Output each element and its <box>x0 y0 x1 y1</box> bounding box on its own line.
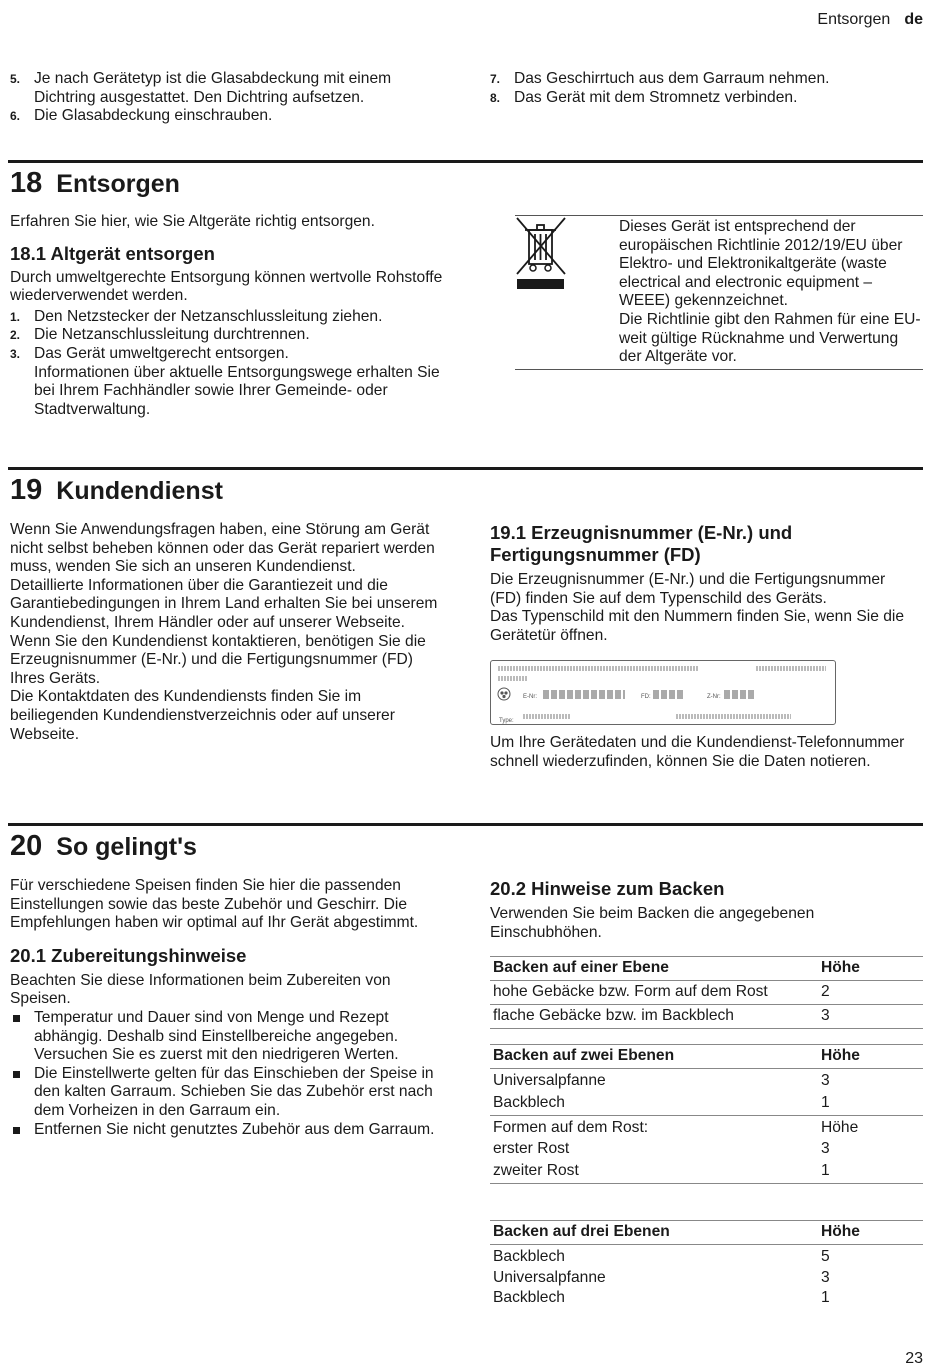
table-header: Backen auf zwei Ebenen <box>490 1045 818 1069</box>
paragraph: Detaillierte Informationen über die Garantiezeit und die Garantiebedingungen in Ihrem Land erhalten Sie bei unserem Kundendienst, Ihrem Händler oder auf unserer Webseite. <box>10 576 438 631</box>
running-header <box>817 11 923 30</box>
disposal-steps <box>10 308 450 420</box>
table-row: flache Gebäcke bzw. im Backblech 3 <box>490 1005 923 1029</box>
section-20-right <box>490 878 920 942</box>
baking-table-one-level <box>490 956 923 1029</box>
table-row: Formen auf dem Rost: Höhe <box>493 1119 859 1137</box>
table-header: Höhe <box>818 957 923 981</box>
table-row: Universalpfanne 3 <box>493 1268 830 1286</box>
header-lang: de <box>904 11 923 28</box>
section-rule <box>8 160 923 163</box>
type-plate-illustration <box>490 660 836 725</box>
crossed-out-bin-icon <box>515 216 567 292</box>
weee-text: Dieses Gerät ist entsprechend der europäischen Richtlinie 2012/19/EU über Elektro- und Elektronikaltgeräte (waste electrical and electronic equipment – WEEE) gekennzeichnet. <box>619 218 903 310</box>
certification-mark-icon <box>497 687 511 701</box>
list-item: Temperatur und Dauer sind von Menge und Rezept abhängig. Deshalb sind Einstellbereiche angegeben. Versuchen Sie es zuerst mit den niedrigeren Werten. <box>10 1009 445 1065</box>
table-row: Backblech 5 <box>493 1248 830 1265</box>
table-row: Backblech 1 <box>490 1092 923 1116</box>
section-18-left <box>10 213 450 419</box>
table-row: hohe Gebäcke bzw. Form auf dem Rost 2 <box>490 981 923 1005</box>
bullet-list <box>10 1009 445 1139</box>
step-note: Informationen über aktuelle Entsorgungswege erhalten Sie bei Ihrem Fachhändler sowie Ihrer Gemeinde- oder Stadtverwaltung. <box>34 363 440 418</box>
section-20-title: 20 So gelingt's <box>10 830 197 862</box>
section-18-title: 18 Entsorgen <box>10 167 180 199</box>
paragraph: Verwenden Sie beim Backen die angegebenen Einschubhöhen. <box>490 905 815 941</box>
paragraph: Um Ihre Gerätedaten und die Kundendienst-Telefonnummer schnell wiederzufinden, können Sie die Daten notieren. <box>490 734 905 770</box>
paragraph: Beachten Sie diese Informationen beim Zubereiten von Speisen. <box>10 971 391 1008</box>
table-header: Backen auf drei Ebenen <box>490 1221 818 1245</box>
subsection-title: 20.2 Hinweise zum Backen <box>490 878 725 899</box>
list-item: 3. Das Gerät umweltgerecht entsorgen. Informationen über aktuelle Entsorgungswege erhalten Sie bei Ihrem Fachhändler sowie Ihrer Gemeinde- oder Stadtverwaltung. <box>10 345 450 419</box>
top-steps-left <box>10 70 450 126</box>
table-row: zweiter Rost 1 <box>490 1159 923 1183</box>
list-item: Die Einstellwerte gelten für das Einschieben der Speise in den kalten Garraum. Schieben Sie das Zubehör erst nach dem Vorheizen in den Garraum ein. <box>10 1065 445 1121</box>
list-item: 7. Das Geschirrtuch aus dem Garraum nehmen. <box>490 70 830 87</box>
subsection-title: 20.1 Zubereitungshinweise <box>10 944 247 966</box>
table-header: Höhe <box>818 1221 923 1245</box>
section-19-title: 19 Kundendienst <box>10 474 223 506</box>
list-item: 2. Die Netzanschlussleitung durchtrennen. <box>10 326 310 344</box>
baking-table-three-levels <box>490 1220 923 1309</box>
section-19-right <box>490 522 920 645</box>
list-item: 1. Den Netzstecker der Netzanschlussleitung ziehen. <box>10 307 383 325</box>
subsection-title: 19.1 Erzeugnisnummer (E-Nr.) und Fertigungsnummer (FD) <box>490 522 793 565</box>
section-rule <box>8 467 923 470</box>
paragraph: Die Kontaktdaten des Kundendiensts finden Sie im beiliegenden Kundendienstverzeichnis oder auf unserer Webseite. <box>10 688 395 743</box>
top-steps-right <box>490 70 920 107</box>
list-item: 6. Die Glasabdeckung einschrauben. <box>10 107 273 125</box>
weee-text-2: Die Richtlinie gibt den Rahmen für eine EU-weit gültige Rücknahme und Verwertung der Altgeräte vor. <box>619 310 921 366</box>
paragraph: Durch umweltgerechte Entsorgung können wertvolle Rohstoffe wiederverwendet werden. <box>10 268 443 305</box>
section-intro: Für verschiedene Speisen finden Sie hier die passenden Einstellungen sowie das beste Zubehör und Geschirr. Die Empfehlungen haben wir optimal auf Ihr Gerät abgestimmt. <box>10 877 419 932</box>
table-row: Universalpfanne 3 <box>493 1072 830 1089</box>
plate-znr-label: Z-Nr: <box>707 694 721 700</box>
table-header: Backen auf einer Ebene <box>490 957 818 981</box>
section-intro: Erfahren Sie hier, wie Sie Altgeräte richtig entsorgen. <box>10 213 375 230</box>
weee-text-block <box>619 218 923 367</box>
table-row: erster Rost 3 <box>493 1139 830 1157</box>
paragraph: Wenn Sie den Kundendienst kontaktieren, benötigen Sie die Erzeugnisnummer (E-Nr.) und die Fertigungsnummer (FD) Ihres Geräts. <box>10 632 426 687</box>
weee-notice <box>515 215 923 370</box>
list-item: 8. Das Gerät mit dem Stromnetz verbinden. <box>490 88 798 106</box>
plate-enr-label: E-Nr: <box>523 694 537 700</box>
baking-table-two-levels <box>490 1044 923 1184</box>
section-19-left <box>10 521 450 744</box>
table-row: Backblech 1 <box>493 1289 830 1307</box>
page-number: 23 <box>905 1350 923 1367</box>
list-item: 5. Je nach Gerätetyp ist die Glasabdeckung mit einem Dichtring ausgestattet. Den Dichtring aufsetzen. <box>10 70 392 106</box>
plate-type-label: Type: <box>499 718 514 724</box>
section-rule <box>8 823 923 826</box>
paragraph: Die Erzeugnisnummer (E-Nr.) und die Fertigungsnummer (FD) finden Sie auf dem Typenschild des Geräts. <box>490 571 886 607</box>
list-item: Entfernen Sie nicht genutztes Zubehör aus dem Garraum. <box>10 1121 445 1140</box>
header-section: Entsorgen <box>817 11 891 28</box>
paragraph: Das Typenschild mit den Nummern finden Sie, wenn Sie die Gerätetür öffnen. <box>490 608 905 644</box>
paragraph: Wenn Sie Anwendungsfragen haben, eine Störung am Gerät nicht selbst beheben können oder das Gerät repariert werden muss, wenden Sie sich an unseren Kundendienst. <box>10 521 435 576</box>
table-header: Höhe <box>818 1045 923 1069</box>
subsection-title: 18.1 Altgerät entsorgen <box>10 242 215 264</box>
section-20-left <box>10 877 445 1139</box>
plate-fd-label: FD: <box>641 694 651 700</box>
